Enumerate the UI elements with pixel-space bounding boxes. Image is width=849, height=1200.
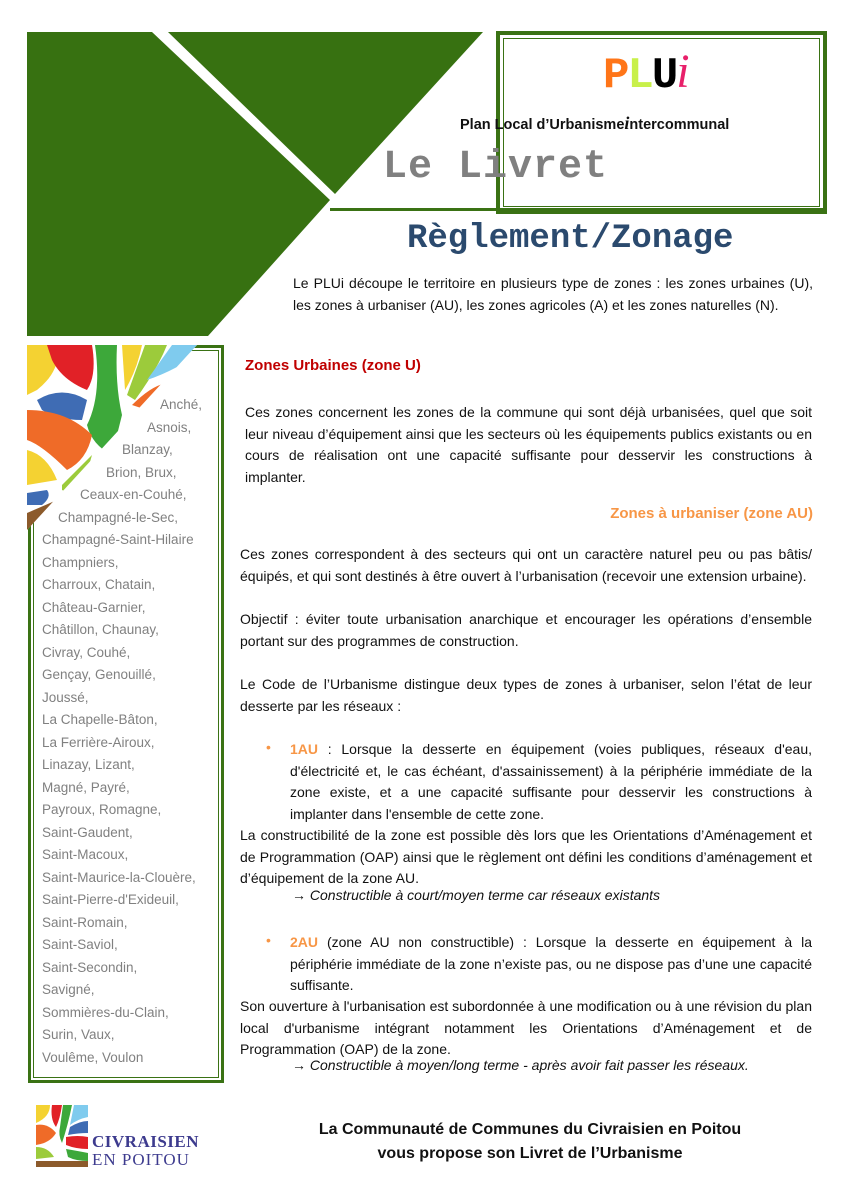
commune: Savigné, bbox=[42, 982, 95, 997]
logo-letter-l: L bbox=[627, 51, 652, 101]
subtitle-i: i bbox=[624, 113, 630, 133]
commune: Blanzay, bbox=[122, 442, 173, 457]
zone-u-heading: Zones Urbaines (zone U) bbox=[245, 357, 421, 374]
zone-au-objective: Objectif : éviter toute urbanisation anarchique et encourager les opérations d’ensemble portant sur des programmes de construction. bbox=[240, 611, 812, 649]
commune: Champagné-le-Sec, bbox=[58, 509, 179, 525]
subtitle-suffix: ntercommunal bbox=[629, 117, 730, 133]
bullet-2au-after: Son ouverture à l'urbanisation est subordonnée à une modification ou à une révision du plan local d'urbanisme intégrant notamment les Orientations d’Aménagement et de Programmation (OAP) de la zone. bbox=[240, 998, 812, 1057]
civraisien-logo-icon bbox=[36, 1105, 88, 1167]
footer-tagline-1: La Communauté de Communes du Civraisien en Poitou bbox=[318, 1121, 742, 1138]
commune: Champniers, bbox=[42, 554, 119, 570]
commune: Charroux, Chatain, bbox=[42, 577, 156, 592]
plan-local-subtitle bbox=[460, 113, 729, 134]
commune: Gençay, Genouillé, bbox=[42, 667, 156, 682]
commune: Linazay, Lizant, bbox=[42, 757, 135, 772]
commune: Saint-Pierre-d'Exideuil, bbox=[42, 892, 179, 907]
commune: Saint-Secondin, bbox=[42, 959, 138, 975]
logo-letter-i: i bbox=[676, 45, 688, 98]
intro-paragraph: Le PLUi découpe le territoire en plusieurs type de zones : les zones urbaines (U), les zones à urbaniser (AU), les zones agricoles (A) et les zones naturelles (N). bbox=[293, 275, 813, 313]
commune: Château-Garnier, bbox=[42, 599, 146, 615]
header-underline bbox=[330, 208, 823, 211]
bullet-icon: • bbox=[266, 932, 271, 948]
commune: Ceaux-en-Couhé, bbox=[80, 487, 187, 502]
commune: Voulême, Voulon bbox=[42, 1049, 144, 1065]
logo-letter-p: P bbox=[603, 51, 628, 101]
tag-1au: 1AU bbox=[290, 741, 319, 757]
commune: Surin, Vaux, bbox=[42, 1027, 115, 1042]
commune: Asnois, bbox=[147, 419, 192, 435]
bullet-2au-text: (zone AU non constructible) : Lorsque la desserte en équipement à la périphérie immédiate de la zone n’existe pas, ou ne dispose pas d’une une capacité suffisante. bbox=[290, 934, 812, 993]
plui-logo bbox=[603, 45, 688, 101]
bullet-1au-arrow: → Constructible à court/moyen terme car réseaux existants bbox=[292, 887, 661, 903]
commune: Saint-Romain, bbox=[42, 914, 128, 930]
bullet-2au-arrow: → Constructible à moyen/long terme - après avoir fait passer les réseaux. bbox=[292, 1057, 749, 1073]
commune: Sommières-du-Clain, bbox=[42, 1004, 169, 1020]
bullet-2au bbox=[290, 932, 812, 997]
footer-tagline-2: vous propose son Livret de l’Urbanisme bbox=[377, 1145, 683, 1162]
commune: Champagné-Saint-Hilaire bbox=[42, 532, 194, 547]
commune: Joussé, bbox=[42, 689, 89, 705]
communes-list bbox=[42, 394, 212, 1069]
commune: La Ferrière-Airoux, bbox=[42, 734, 155, 750]
commune: Saint-Gaudent, bbox=[42, 824, 133, 840]
zone-au-text-1: Ces zones correspondent à des secteurs qui ont un caractère naturel peu ou pas bâtis/équipés, et qui sont destinés à être ouvert à l’urbanisation (recevoir une extension urbaine). bbox=[240, 546, 812, 584]
commune: La Chapelle-Bâton, bbox=[42, 712, 158, 727]
footer-tagline bbox=[250, 1118, 810, 1166]
commune: Anché, bbox=[160, 397, 203, 412]
commune: Magné, Payré, bbox=[42, 779, 130, 795]
logo-text-line-1: CIVRAISIEN bbox=[92, 1132, 200, 1151]
bullet-1au bbox=[290, 739, 812, 825]
commune: Saint-Macoux, bbox=[42, 847, 129, 862]
page-title: Règlement/Zonage bbox=[407, 220, 734, 258]
zone-au-heading: Zones à urbaniser (zone AU) bbox=[610, 505, 813, 522]
commune: Civray, Couhé, bbox=[42, 644, 131, 660]
commune: Saint-Saviol, bbox=[42, 937, 118, 952]
commune: Saint-Maurice-la-Clouère, bbox=[42, 869, 196, 885]
zone-u-text: Ces zones concernent les zones de la commune qui sont déjà urbanisées, quel que soit leur niveau d’équipement ainsi que les secteurs où les équipements publics existants ou en cours de réalisation ont une capacité suffisante pour desservir les constructions à implanter. bbox=[245, 404, 812, 485]
logo-letter-u: U bbox=[651, 51, 677, 101]
commune: Châtillon, Chaunay, bbox=[42, 622, 159, 637]
bullet-icon: • bbox=[266, 739, 271, 755]
tag-2au: 2AU bbox=[290, 934, 319, 950]
logo-text-line-2: EN POITOU bbox=[92, 1150, 190, 1169]
commune: Brion, Brux, bbox=[106, 464, 177, 480]
bullet-1au-text: : Lorsque la desserte en équipement (voies publiques, réseaux d'eau, d'électricité et, le cas échéant, d'assainissement) à la périphérie immédiate de la zone existe, et a une capacité suffisante pour desservir les constructions à implanter dans l'ensemble de cette zone. bbox=[290, 741, 812, 822]
livret-title: Le Livret bbox=[383, 145, 609, 190]
bullet-1au-after: La constructibilité de la zone est possible dès lors que les Orientations d’Aménagement et de Programmation (OAP) ainsi que le règlement ont défini les conditions d’aménagement et d’équipement de la zone AU. bbox=[240, 827, 812, 886]
commune: Payroux, Romagne, bbox=[42, 802, 162, 817]
subtitle-prefix: Plan Local d’Urbanisme bbox=[460, 117, 625, 133]
zone-au-code-text: Le Code de l’Urbanisme distingue deux types de zones à urbaniser, selon l’état de leur desserte par les réseaux : bbox=[240, 676, 812, 714]
